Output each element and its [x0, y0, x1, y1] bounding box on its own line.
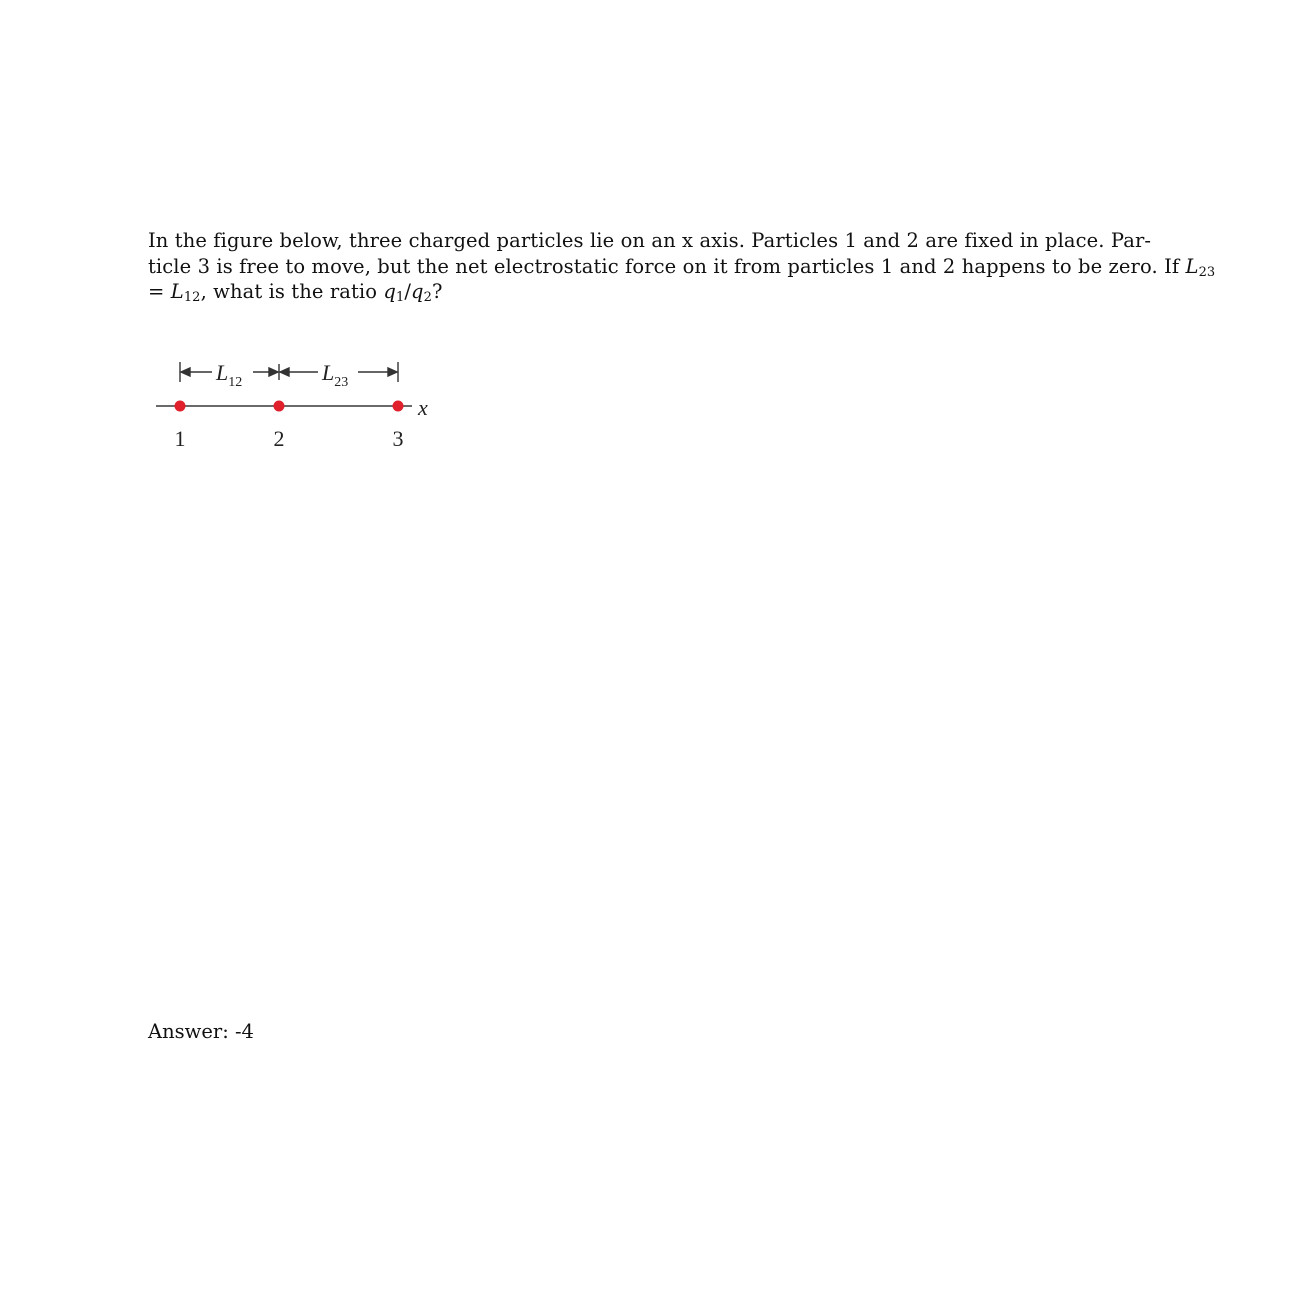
equals-sign: = [148, 280, 171, 303]
var-q1-letter: q [383, 280, 396, 303]
var-q1 [383, 280, 404, 303]
problem-line-2 [148, 254, 1216, 280]
var-L23-letter: L [1185, 254, 1199, 278]
particle-label-3: 3 [392, 426, 404, 451]
particle-label-1: 1 [174, 426, 186, 451]
particle-1 [175, 401, 186, 412]
label-l23: $L_{23}$ [322, 360, 349, 390]
var-q2-letter: q [411, 280, 424, 303]
dimension-markers [180, 362, 398, 382]
problem-line-1: In the figure below, three charged particles lie on an x axis. Particles 1 and 2 are fixed in place. Par- [148, 229, 1152, 252]
arrowhead-left-icon [181, 368, 190, 376]
problem-line-3 [148, 279, 1138, 305]
axis-label-x: x [418, 395, 428, 420]
answer-text: Answer: -4 [148, 1020, 254, 1043]
ratio-slash: / [404, 280, 412, 303]
var-L23 [1186, 255, 1216, 278]
var-L23-sub: 23 [1198, 264, 1216, 280]
label-l12: $L_{12}$ [216, 360, 243, 390]
particle-diagram [150, 350, 440, 460]
arrowhead-right-icon [269, 368, 278, 376]
particle-2 [274, 401, 285, 412]
var-q2-sub: 2 [423, 290, 433, 305]
var-L12-letter: L [170, 280, 184, 303]
var-q2 [411, 280, 432, 303]
particle-3 [393, 401, 404, 412]
problem-line-2-text: ticle 3 is free to move, but the net electrostatic force on it from particles 1 and 2 happens to be zero. If [148, 254, 1186, 278]
problem-statement [148, 228, 1216, 305]
arrowhead-right-icon [388, 368, 397, 376]
var-q1-sub: 1 [396, 290, 405, 305]
var-L12 [171, 280, 201, 303]
problem-line-3-text: , what is the ratio [200, 280, 384, 303]
question-mark: ? [432, 280, 443, 303]
particle-label-2: 2 [273, 426, 285, 451]
var-L12-sub: 12 [183, 290, 201, 305]
